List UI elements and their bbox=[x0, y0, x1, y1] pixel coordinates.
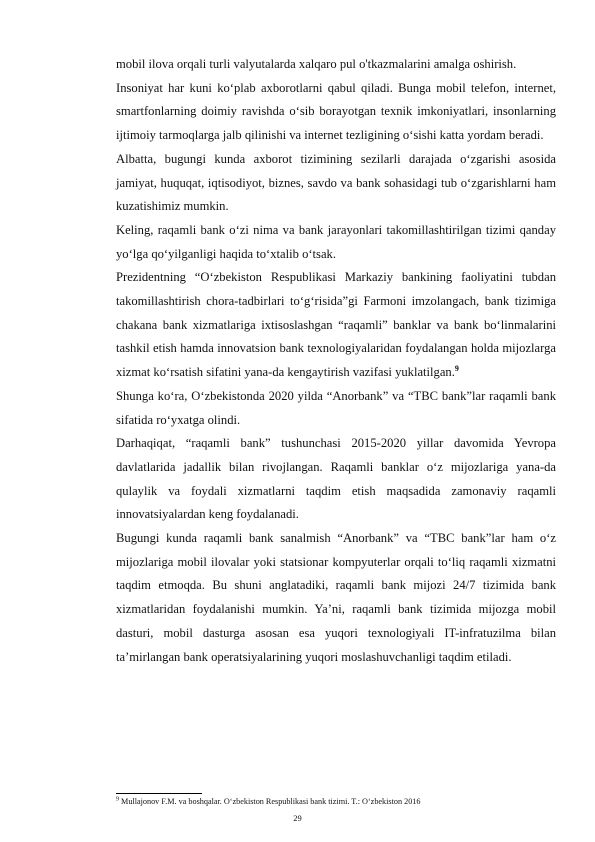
body-text bbox=[116, 53, 556, 669]
paragraph-4: Keling, raqamli bank o‘zi nima va bank jarayonlari takomillashtirilgan tizimi qanday yo‘lga qo‘yilganligi haqida to‘xtalib o‘tsak. bbox=[116, 222, 556, 261]
paragraph-1: mobil ilova orqali turli valyutalarda xalqaro pul o'tkazmalarini amalga oshirish. bbox=[116, 57, 517, 71]
footnote-reference[interactable]: 9 bbox=[454, 363, 459, 373]
footnote-divider bbox=[116, 793, 202, 794]
footnote bbox=[116, 797, 556, 807]
paragraph-6: Shunga ko‘ra, O‘zbekistonda 2020 yilda “Anorbank” va “TBC bank”lar raqamli bank sifatida ro‘yxatga olindi. bbox=[116, 388, 556, 427]
paragraph-5 bbox=[116, 266, 556, 385]
paragraph-3: Albatta, bugungi kunda axborot tizimining sezilarli darajada o‘zgarishi asosida jamiyat, huquqat, iqtisodiyot, biznes, savdo va bank sohasidagi tub o‘zgarishlarni ham kuzatishimiz mumkin. bbox=[116, 151, 556, 214]
paragraph-8: Bugungi kunda raqamli bank sanalmish “Anorbank” va “TBC bank”lar ham o‘z mijozlariga mobil ilovalar yoki statsionar kompyuterlar orqali to‘liq raqamli xizmatni taqdim etmoqda. Bu shuni anglatadiki, raqamli bank mijozi 24/7 tizimida bank xizmatlaridan foydalanishi mumkin. Ya’ni, raqamli bank tizimida mijozga mobil dasturi, mobil dasturga asosan esa yuqori texnologiyali IT-infratuzilma bilan ta’mirlangan bank operatsiyalarining yuqori moslashuvchanligi taqdim etiladi. bbox=[116, 531, 556, 664]
footnote-number: 9 bbox=[116, 796, 119, 803]
page-number: 29 bbox=[293, 813, 302, 823]
paragraph-2: Insoniyat har kuni ko‘plab axborotlarni qabul qiladi. Bunga mobil telefon, internet, smartfonlarning doimiy ravishda o‘sib borayotgan texnik imkoniyatlari, insonlarning ijtimoiy tarmoqlarga jalb qilinishi va internet tezligining o‘sishi katta yordam beradi. bbox=[116, 80, 556, 143]
paragraph-5-text: Prezidentning “O‘zbekiston Respublikasi Markaziy bankining faoliyatini tubdan takomillashtirish chora-tadbirlari to‘g‘risida”gi Farmoni imzolangach, bank tizimiga chakana bank xizmatlariga ixtisoslashgan “raqamli” banklar va bank bo‘linmalarini tashkil etish hamda innovatsion bank texnologiyalaridan foydalangan holda mijozlarga xizmat ko‘rsatish sifatini yana-da kengaytirish vazifasi yuklatilgan. bbox=[116, 270, 556, 380]
footnote-text: Mullajonov F.M. va boshqalar. O‘zbekiston Respublikasi bank tizimi. T.: O‘zbekiston 2016 bbox=[121, 797, 421, 806]
paragraph-7: Darhaqiqat, “raqamli bank” tushunchasi 2015-2020 yillar davomida Yevropa davlatlarida jadallik bilan rivojlangan. Raqamli banklar o‘z mijozlariga yana-da qulaylik va foydali xizmatlarni taqdim etish maqsadida zamonaviy raqamli innovatsiyalardan keng foydalanadi. bbox=[116, 436, 556, 522]
